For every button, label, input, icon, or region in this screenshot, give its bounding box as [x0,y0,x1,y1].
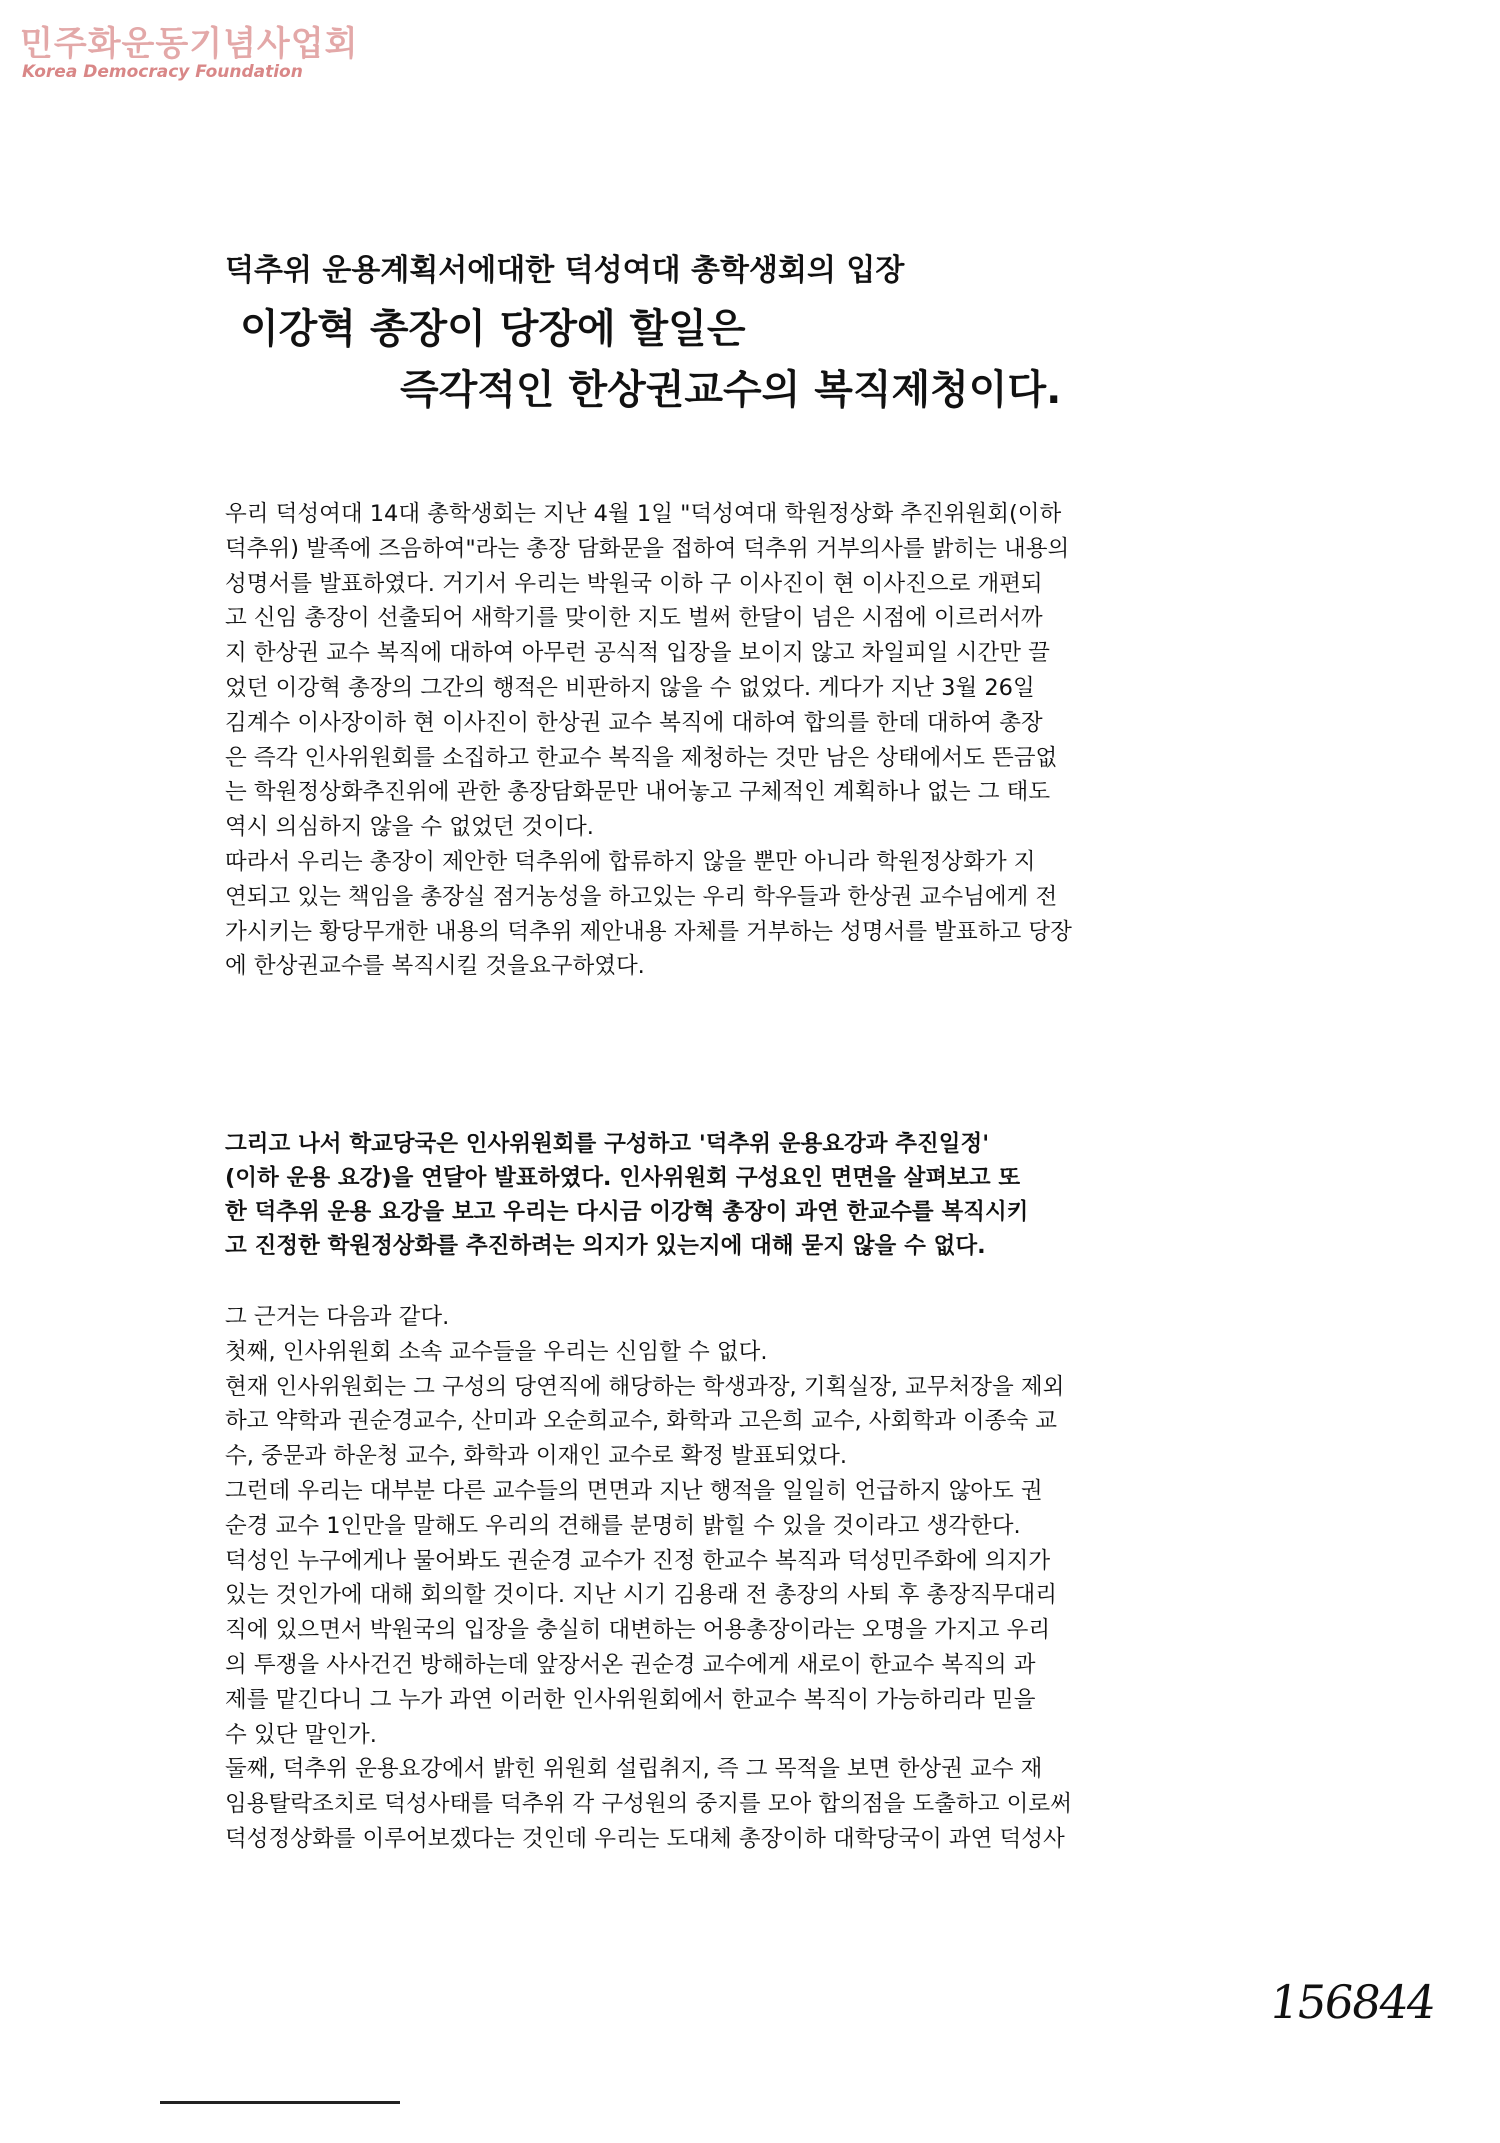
handwritten-document-number: 156844 [1266,1975,1438,2029]
text-line: 둘째, 덕추위 운용요강에서 밝힌 위원회 설립취지, 즉 그 목적을 보면 한상권 교수 재 [225,1756,1043,1783]
text-line: 한 덕추위 운용 요강을 보고 우리는 다시금 이강혁 총장이 과연 한교수를 복직시키 [225,1199,1029,1225]
text-line: 역시 의심하지 않을 수 없었던 것이다. [225,814,594,841]
text-line: 그 근거는 다음과 같다. [225,1304,450,1330]
text-line: 첫째, 인사위원회 소속 교수들을 우리는 신임할 수 없다. [225,1338,768,1365]
text-line: 고 진정한 학원정상화를 추진하려는 의지가 있는지에 대해 묻지 않을 수 없다. [225,1233,986,1259]
paragraph-2 [225,1127,1305,1263]
text-line: 임용탈락조치로 덕성사태를 덕추위 각 구성원의 중지를 모아 합의점을 도출하고 이로써 [225,1791,1072,1818]
text-line: 성명서를 발표하였다. 거기서 우리는 박원국 이하 구 이사진이 현 이사진으로 개편되 [225,570,1043,597]
paragraph-3 [225,1300,1305,1857]
text-line: 제를 맡긴다니 그 누가 과연 이러한 인사위원회에서 한교수 복직이 가능하리라 믿을 [225,1686,1036,1713]
text-line: 그런데 우리는 대부분 다른 교수들의 면면과 지난 행적을 일일히 언급하지 않아도 권 [225,1477,1043,1504]
text-line: 그리고 나서 학교당국은 인사위원회를 구성하고 '덕추위 운용요강과 추진일정' [225,1131,990,1157]
text-line: 순경 교수 1인만을 말해도 우리의 견해를 분명히 밝힐 수 있을 것이라고 생각한다. [225,1512,1021,1539]
text-line: 수 있단 말인가. [225,1721,377,1748]
text-line: 덕성인 누구에게나 물어봐도 권순경 교수가 진정 한교수 복직과 덕성민주화에 의지가 [225,1547,1051,1574]
text-line: 따라서 우리는 총장이 제안한 덕추위에 합류하지 않을 뿐만 아니라 학원정상화가 지 [225,848,1036,875]
text-line: 하고 약학과 권순경교수, 산미과 오순희교수, 화학과 고은희 교수, 사회학과 이종숙 교 [225,1408,1057,1435]
text-line: 연되고 있는 책임을 총장실 점거농성을 하고있는 우리 학우들과 한상권 교수님에게 전 [225,883,1058,910]
text-line: 우리 덕성여대 14대 총학생회는 지난 4월 1일 "덕성여대 학원정상화 추진위원회(이하 [225,501,1062,527]
text-line: 에 한상권교수를 복직시킬 것을요구하였다. [225,953,645,980]
text-line: 직에 있으면서 박원국의 입장을 충실히 대변하는 어용총장이라는 오명을 가지고 우리 [225,1617,1051,1644]
paragraph-1 [225,497,1305,984]
document-title-line-1: 이강혁 총장이 당장에 할일은 [240,306,746,352]
text-line: 의 투쟁을 사사건건 방해하는데 앞장서온 권순경 교수에게 새로이 한교수 복직의 과 [225,1651,1036,1678]
text-line: 덕추위) 발족에 즈음하여"라는 총장 담화문을 접하여 덕추위 거부의사를 밝히는 내용의 [225,535,1070,562]
document-title-line-2: 즉각적인 한상권교수의 복직제청이다. [400,367,1062,413]
text-line: 지 한상권 교수 복직에 대하여 아무런 공식적 입장을 보이지 않고 차일피일 시간만 끌 [225,640,1050,667]
text-line: 덕성정상화를 이루어보겠다는 것인데 우리는 도대체 총장이하 대학당국이 과연 덕성사 [225,1825,1065,1852]
text-line: 었던 이강혁 총장의 그간의 행적은 비판하지 않을 수 없었다. 게다가 지난 3월 26일 [225,674,1035,701]
text-line: (이하 운용 요강)을 연달아 발표하였다. 인사위원회 구성요인 면면을 살펴보고 또 [225,1165,1021,1191]
bottom-rule [160,2101,400,2104]
watermark-english: Korea Democracy Foundation [22,62,303,82]
document-subtitle: 덕추위 운용계획서에대한 덕성여대 총학생회의 입장 [225,253,905,288]
text-line: 고 신임 총장이 선출되어 새학기를 맞이한 지도 벌써 한달이 넘은 시점에 이르러서까 [225,605,1043,632]
text-line: 김계수 이사장이하 현 이사진이 한상권 교수 복직에 대하여 합의를 한데 대하여 총장 [225,709,1043,736]
text-line: 수, 중문과 하운청 교수, 화학과 이재인 교수로 확정 발표되었다. [225,1443,848,1470]
text-line: 가시키는 황당무개한 내용의 덕추위 제안내용 자체를 거부하는 성명서를 발표하고 당장 [225,918,1072,945]
text-line: 있는 것인가에 대해 회의할 것이다. 지난 시기 김용래 전 총장의 사퇴 후 총장직무대리 [225,1582,1057,1609]
text-line: 현재 인사위원회는 그 구성의 당연직에 해당하는 학생과장, 기획실장, 교무처장을 제외 [225,1373,1065,1400]
watermark-korean: 민주화운동기념사업회 [20,24,359,64]
text-line: 은 즉각 인사위원회를 소집하고 한교수 복직을 제청하는 것만 남은 상태에서도 뜬금없 [225,744,1058,771]
text-line: 는 학원정상화추진위에 관한 총장담화문만 내어놓고 구체적인 계획하나 없는 그 태도 [225,779,1051,806]
